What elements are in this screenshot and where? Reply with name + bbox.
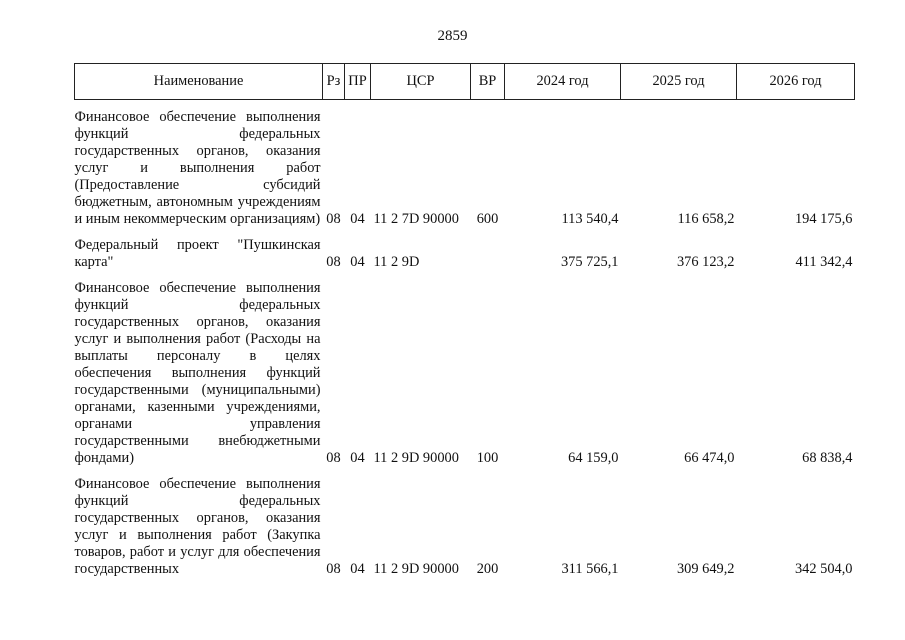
header-pr: ПР	[345, 64, 371, 100]
row-vr: 100	[476, 450, 499, 466]
row-2024: 113 540,4	[561, 211, 619, 227]
header-rz: Рз	[323, 64, 345, 100]
header-2025: 2025 год	[621, 64, 737, 100]
row-pr: 04	[350, 450, 365, 466]
header-name: Наименование	[75, 64, 323, 100]
budget-table	[74, 63, 855, 581]
row-2025: 376 123,2	[676, 254, 735, 270]
header-2024: 2024 год	[505, 64, 621, 100]
header-vr: ВР	[471, 64, 505, 100]
row-rz: 08	[326, 254, 341, 270]
row-2026: 194 175,6	[794, 211, 853, 227]
row-rz: 08	[326, 211, 341, 227]
table-row	[75, 231, 855, 274]
table-row	[75, 274, 855, 470]
row-csr: 11 2 9D 90000	[373, 450, 459, 466]
row-2025: 116 658,2	[677, 211, 735, 227]
row-pr: 04	[350, 211, 365, 227]
row-csr: 11 2 9D 90000	[373, 561, 459, 577]
page-number: 2859	[437, 28, 468, 44]
row-pr: 04	[350, 561, 365, 577]
header-csr: ЦСР	[371, 64, 471, 100]
row-2026: 68 838,4	[802, 450, 853, 466]
row-name: Финансовое обеспечение выполнения функций федеральных государственных органов, оказания услуг и выполнения работ (Расходы на выплаты персоналу в целях обеспечения выполнения функций государственными (муниципальными) органами, казенными учреждениями, органами управления государственными внебюджетными фондами)	[74, 280, 321, 466]
row-name: Финансовое обеспечение выполнения функций федеральных государственных органов, оказания услуг и выполнения работ (Предоставление субсидий бюджетным, автономным учреждениям и иным некоммерческим организациям)	[74, 109, 321, 227]
header-2026: 2026 год	[737, 64, 855, 100]
row-name: Финансовое обеспечение выполнения функций федеральных государственных органов, оказания услуг и выполнения работ (Закупка товаров, работ и услуг для обеспечения государственных	[74, 476, 321, 577]
row-rz: 08	[326, 450, 341, 466]
row-pr: 04	[350, 254, 365, 270]
row-csr: 11 2 7D 90000	[373, 211, 459, 227]
table-row	[75, 470, 855, 581]
table-row	[75, 100, 855, 232]
row-vr	[471, 231, 505, 274]
table-header	[75, 64, 855, 100]
row-2025: 309 649,2	[676, 561, 735, 577]
row-vr: 200	[476, 561, 499, 577]
row-rz: 08	[326, 561, 341, 577]
row-2024: 64 159,0	[568, 450, 619, 466]
row-2026: 342 504,0	[794, 561, 853, 577]
row-name: Федеральный проект "Пушкинская карта"	[74, 237, 321, 270]
row-csr: 11 2 9D	[373, 254, 420, 270]
row-2025: 66 474,0	[684, 450, 735, 466]
row-2024: 375 725,1	[560, 254, 619, 270]
row-2024: 311 566,1	[561, 561, 619, 577]
row-2026: 411 342,4	[795, 254, 853, 270]
row-vr: 600	[476, 211, 499, 227]
